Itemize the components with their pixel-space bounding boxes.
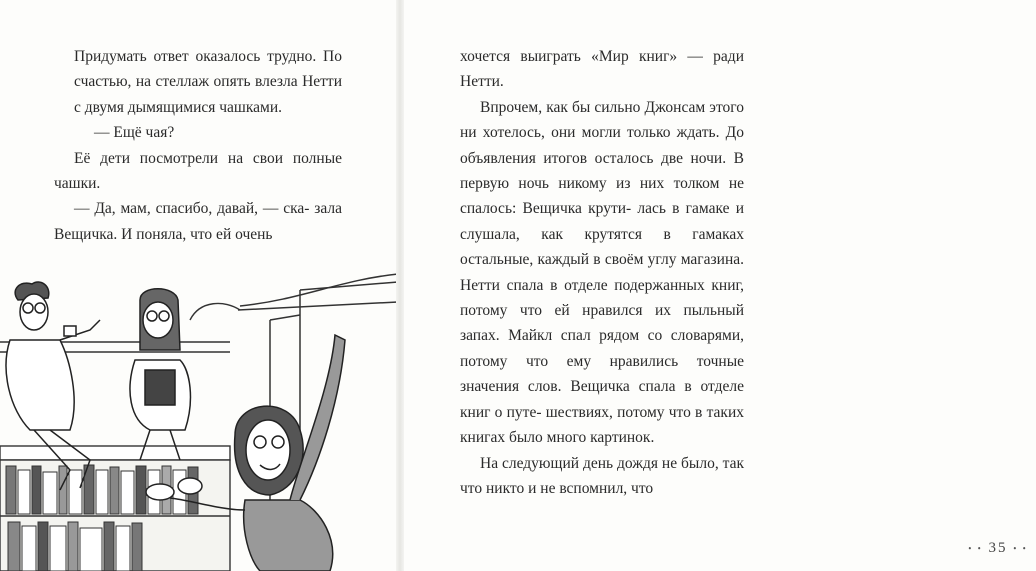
folio-ornament-left: • • xyxy=(968,543,983,554)
page-number xyxy=(960,540,1036,557)
paragraph: — Да, мам, спасибо, давай, — ска- зала Вещичка. И поняла, что ей очень xyxy=(54,200,342,243)
paragraph: — Ещё чая? xyxy=(94,124,175,142)
page-number-value: 35 xyxy=(988,540,1008,556)
paragraph: На следующий день дождя не было, так что никто и не вспомнил, что xyxy=(460,454,744,497)
left-page-text xyxy=(54,44,342,247)
paragraph: Придумать ответ оказалось трудно. По счастью, на стеллаж опять влезла Нетти с двумя дымящимися чашками. xyxy=(74,48,342,116)
paragraph: Впрочем, как бы сильно Джонсам этого ни хотелось, они могли только ждать. До объявления итогов осталось две ночи. В первую ночь никому из них толком не спалось: Вещичка крути- лась в гамаке и слушала, как крутятся в гамаках остальные, каждый в своём углу магазина. Нетти спала в отделе подержанных книг, потому что ей нравился их пыльный запах. Майкл спал рядом со словарями, потому что ему нравились точные значения слов. Вещичка спала в отделе книг о путе- шествиях, потому что в таких книгах было много картинок. xyxy=(460,98,744,447)
paragraph: хочется выиграть «Мир книг» — ради Нетти. xyxy=(460,48,744,91)
paragraph: Её дети посмотрели на свои полные чашки. xyxy=(54,149,342,193)
right-page xyxy=(402,0,1028,571)
family-on-bookshelf-illustration xyxy=(0,260,398,571)
folio-ornament-right: • • xyxy=(1013,543,1028,554)
right-page-text xyxy=(460,44,744,501)
left-page xyxy=(0,0,398,571)
